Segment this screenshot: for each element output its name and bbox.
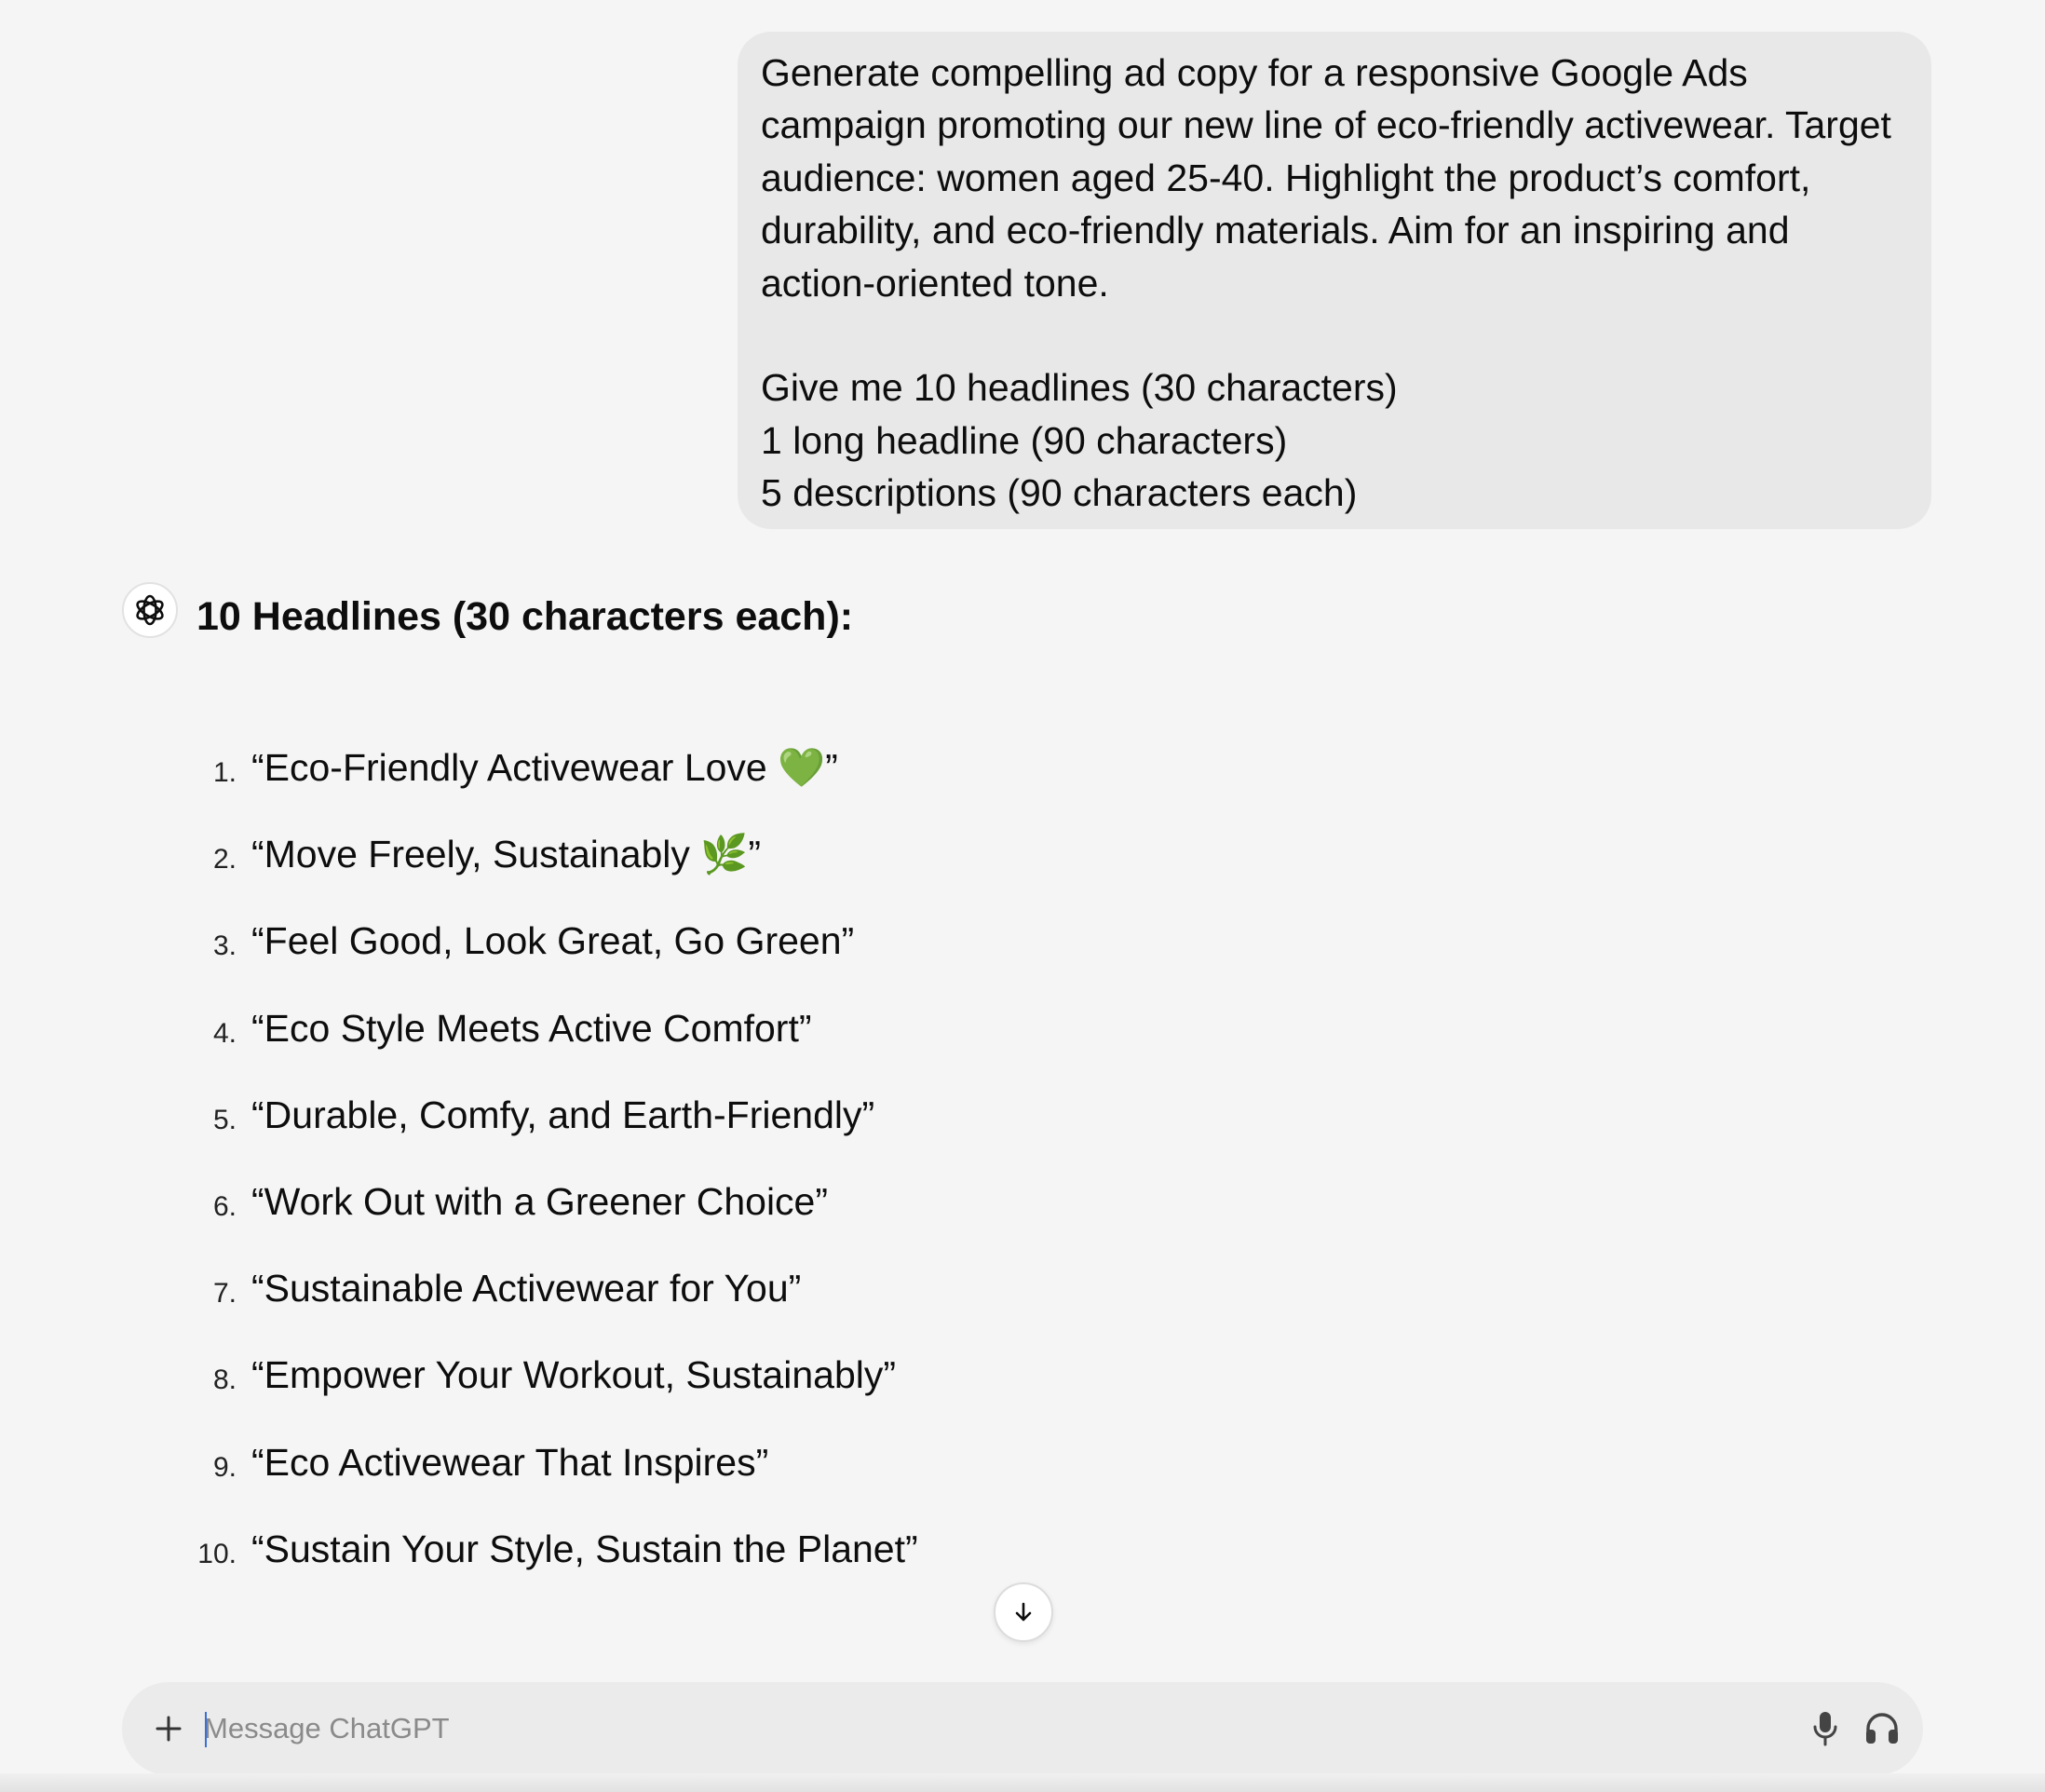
list-item-number: 1. bbox=[212, 757, 237, 788]
user-message-line: Give me 10 headlines (30 characters) bbox=[761, 366, 1398, 410]
attach-button[interactable] bbox=[150, 1710, 187, 1747]
openai-logo-icon bbox=[122, 582, 178, 638]
bottom-edge-shadow bbox=[0, 1773, 2045, 1792]
list-item-number: 5. bbox=[212, 1104, 237, 1135]
message-input[interactable] bbox=[204, 1701, 1731, 1757]
voice-mode-button[interactable] bbox=[1860, 1706, 1904, 1751]
arrow-down-icon bbox=[1011, 1600, 1036, 1624]
paragraph-gap bbox=[761, 309, 1908, 361]
dictate-button[interactable] bbox=[1804, 1706, 1847, 1751]
list-item-text: “Durable, Comfy, and Earth-Friendly” bbox=[251, 1093, 875, 1136]
list-item-text: “Sustain Your Style, Sustain the Planet” bbox=[251, 1527, 918, 1570]
list-item-number: 6. bbox=[212, 1190, 237, 1222]
list-item-text: “Work Out with a Greener Choice” bbox=[251, 1179, 829, 1223]
list-item-number: 2. bbox=[212, 844, 237, 876]
scroll-to-bottom-button[interactable] bbox=[994, 1582, 1053, 1642]
list-item-number: 3. bbox=[212, 930, 237, 962]
list-item-text: “Empower Your Workout, Sustainably” bbox=[251, 1353, 897, 1397]
user-message-line: 1 long headline (90 characters) bbox=[761, 418, 1288, 462]
user-message-line: 5 descriptions (90 characters each) bbox=[761, 471, 1358, 515]
plus-icon bbox=[154, 1714, 183, 1744]
list-item-text: “Feel Good, Look Great, Go Green” bbox=[251, 919, 855, 963]
headphones-icon bbox=[1863, 1711, 1901, 1746]
list-item-number: 10. bbox=[197, 1538, 237, 1569]
list-item-number: 9. bbox=[212, 1451, 237, 1483]
list-item-text: “Eco Style Meets Active Comfort” bbox=[251, 1006, 812, 1050]
list-item-number: 4. bbox=[212, 1017, 237, 1049]
message-composer bbox=[122, 1682, 1923, 1775]
list-item-text: “Eco Activewear That Inspires” bbox=[251, 1440, 769, 1484]
text-caret bbox=[205, 1712, 207, 1747]
list-item-text: “Sustainable Activewear for You” bbox=[251, 1267, 802, 1310]
list-item-number: 7. bbox=[212, 1278, 237, 1310]
microphone-icon bbox=[1811, 1710, 1839, 1747]
list-item-text: “Eco-Friendly Activewear Love 💚” bbox=[251, 746, 838, 789]
list-item-number: 8. bbox=[212, 1364, 237, 1396]
list-item-text: “Move Freely, Sustainably 🌿” bbox=[251, 833, 762, 876]
user-message-paragraph: Generate compelling ad copy for a responsive Google Ads campaign promoting our new line of eco-friendly activewear. Target audience: women aged 25-40. Highlight the product’s comfort, durability, and eco-friendly materials. Aim for an inspiring and action-oriented tone. bbox=[761, 51, 1891, 305]
user-message-bubble bbox=[738, 32, 1931, 529]
assistant-response-title: 10 Headlines (30 characters each): bbox=[196, 594, 854, 639]
